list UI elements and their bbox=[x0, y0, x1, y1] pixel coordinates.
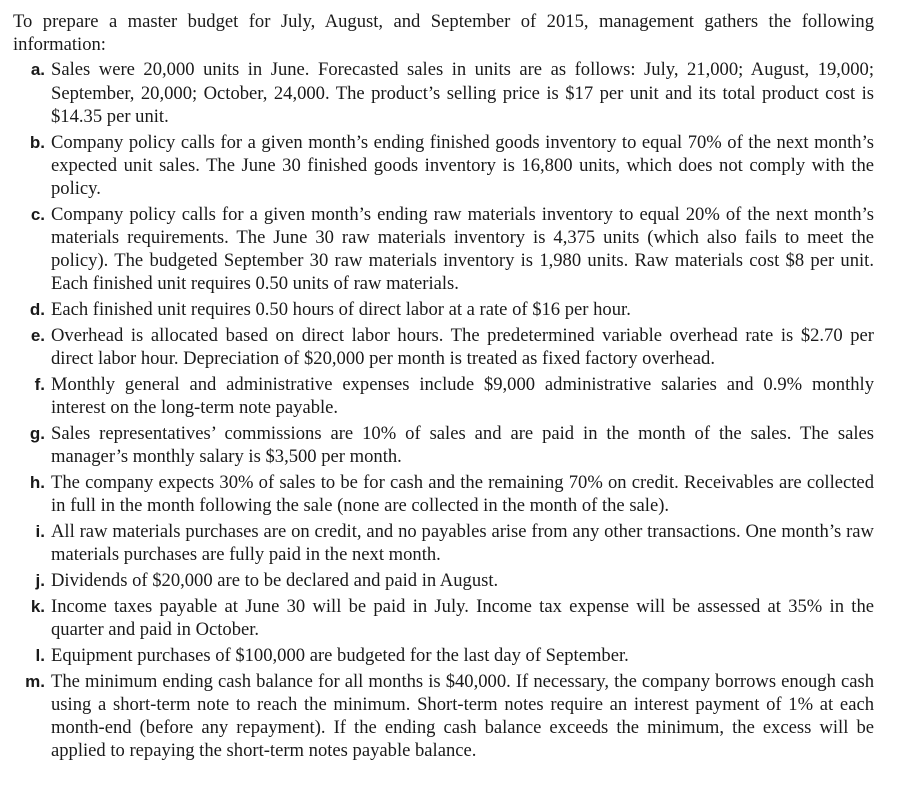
item-text: Company policy calls for a given month’s ending raw materials inventory to equal 20% of the next month’s materials requirements. The June 30 raw materials inventory is 4,375 units (which also fails to meet the policy). The budgeted September 30 raw materials inventory is 1,980 units. Raw materials cost $8 per unit. Each finished unit requires 0.50 units of raw materials. bbox=[51, 203, 874, 295]
item-text: All raw materials purchases are on credit, and no payables arise from any other transactions. One month’s raw materials purchases are fully paid in the next month. bbox=[51, 521, 874, 566]
item-letter: g. bbox=[29, 424, 45, 444]
item-letter: e. bbox=[30, 326, 45, 346]
item-text: Company policy calls for a given month’s ending finished goods inventory to equal 70% of the next month’s expected unit sales. The June 30 finished goods inventory is 16,800 units, which does not comply with the policy. bbox=[51, 131, 874, 200]
item-letter: h. bbox=[29, 473, 45, 493]
list-item-k bbox=[13, 595, 874, 641]
item-letter: c. bbox=[30, 204, 45, 224]
item-text: Sales representatives’ commissions are 10% of sales and are paid in the month of the sales. The sales manager’s monthly salary is $3,500 per month. bbox=[51, 423, 874, 468]
list-item-l bbox=[13, 644, 874, 667]
list-item-f bbox=[13, 373, 874, 419]
item-letter: f. bbox=[34, 375, 45, 395]
item-text: Income taxes payable at June 30 will be paid in July. Income tax expense will be assessed at 35% in the quarter and paid in October. bbox=[51, 595, 874, 641]
item-text: Overhead is allocated based on direct labor hours. The predetermined variable overhead rate is $2.70 per direct labor hour. Depreciation of $20,000 per month is treated as fixed factory overhead. bbox=[51, 325, 874, 370]
item-text: The company expects 30% of sales to be for cash and the remaining 70% on credit. Receivables are collected in full in the month following the sale (none are collected in the month of the sale). bbox=[51, 472, 874, 517]
item-text: The minimum ending cash balance for all months is $40,000. If necessary, the company borrows enough cash using a short-term note to reach the minimum. Short-term notes require an interest payment of 1% at each month-end (before any repayment). If the ending cash balance exceeds the minimum, the excess will be applied to repaying the short-term notes payable balance. bbox=[51, 670, 874, 762]
list-item-j bbox=[13, 569, 874, 592]
list-item-m bbox=[13, 670, 874, 763]
list-item-h bbox=[13, 471, 874, 517]
item-letter: b. bbox=[29, 132, 45, 152]
intro-paragraph: To prepare a master budget for July, August, and September of 2015, management gathers the following information: bbox=[13, 11, 874, 56]
list-item-b bbox=[13, 131, 874, 201]
item-text: Each finished unit requires 0.50 hours of direct labor at a rate of $16 per hour. bbox=[51, 299, 631, 321]
list-item-c bbox=[13, 203, 874, 296]
item-text: Dividends of $20,000 are to be declared and paid in August. bbox=[51, 570, 499, 592]
item-letter: i. bbox=[35, 522, 45, 542]
info-list bbox=[13, 58, 874, 762]
list-item-a bbox=[13, 58, 874, 128]
list-item-d bbox=[13, 298, 874, 321]
item-letter: a. bbox=[30, 60, 45, 80]
item-letter: k. bbox=[30, 596, 45, 616]
item-text: Equipment purchases of $100,000 are budgeted for the last day of September. bbox=[51, 644, 629, 666]
list-item-i bbox=[13, 520, 874, 566]
item-text: Sales were 20,000 units in June. Forecasted sales in units are as follows: July, 21,000; August, 19,000; September, 20,000; October, 24,000. The product’s selling price is $17 per unit and its total product cost is $14.35 per unit. bbox=[51, 59, 874, 127]
item-letter: j. bbox=[35, 571, 45, 591]
item-letter: m. bbox=[25, 671, 45, 691]
list-item-g bbox=[13, 422, 874, 468]
item-text: Monthly general and administrative expenses include $9,000 administrative salaries and 0.9% monthly interest on the long-term note payable. bbox=[51, 374, 874, 419]
item-letter: l. bbox=[35, 645, 45, 665]
list-item-e bbox=[13, 324, 874, 370]
item-letter: d. bbox=[29, 300, 45, 320]
